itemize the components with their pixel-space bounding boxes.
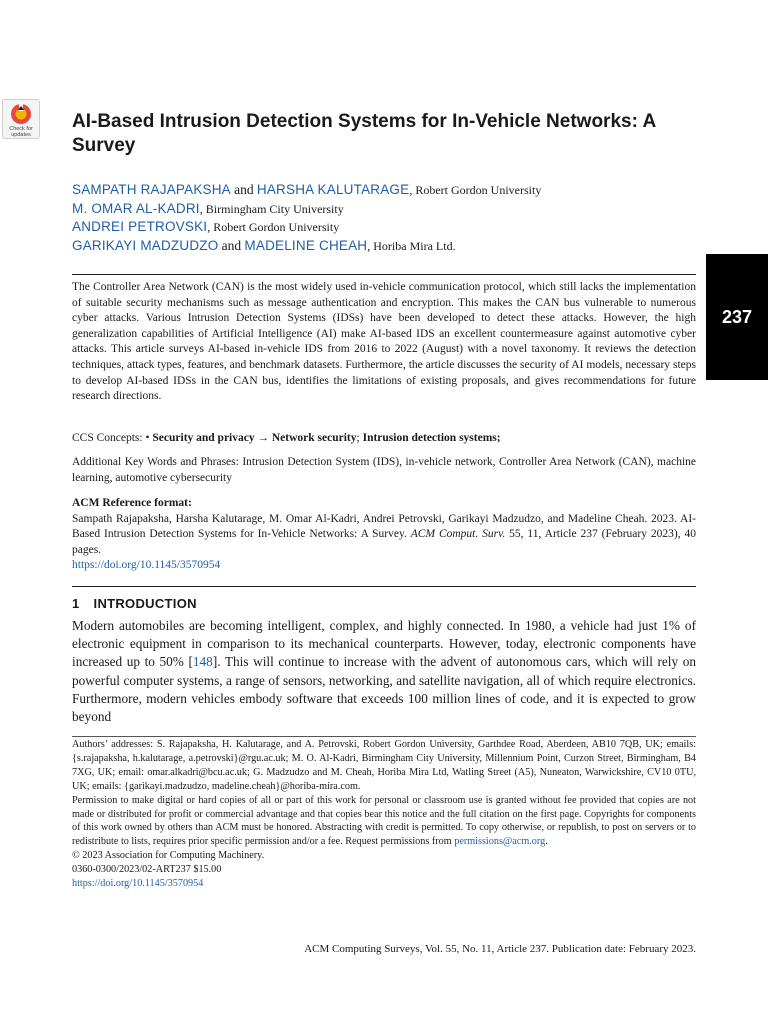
ccs-arrow: → — [254, 432, 272, 444]
doi-link[interactable]: https://doi.org/10.1145/3570954 — [72, 559, 221, 572]
author-affiliation: , Robert Gordon University — [409, 183, 542, 197]
author-affiliation: , Robert Gordon University — [207, 220, 340, 234]
check-for-updates-icon — [10, 103, 32, 125]
section-heading — [72, 596, 197, 611]
footnote-doi-link[interactable]: https://doi.org/10.1145/3570954 — [72, 878, 204, 890]
keywords: Additional Key Words and Phrases: Intrusion Detection System (IDS), in-vehicle network, Controller Area Network (CAN), machine learning, automotive cybersecurity — [72, 456, 696, 484]
author-line-3 — [72, 218, 692, 237]
article-number: 237 — [721, 306, 753, 327]
article-number-tab — [706, 254, 768, 380]
section-number: 1 — [72, 596, 80, 611]
author-name[interactable]: ANDREI PETROVSKI — [72, 219, 208, 234]
permission-text: Permission to make digital or hard copies of all or part of this work for personal or classroom use is granted without fee provided that copies are not made or distributed for profit or commercial advantage and that copies bear this notice and the full citation on the first page. Copyrights for components of this work owned by others than ACM must be honored. Abstracting with credit is permitted. To copy otherwise, or republish, to post on servers or to redistribute to lists, requires prior specific permission and/or a fee. Request permissions from — [72, 794, 696, 848]
author-line-4 — [72, 237, 692, 256]
ccs-prefix: CCS Concepts: • — [72, 432, 153, 444]
ccs-concept: Security and privacy — [152, 432, 255, 444]
footnotes — [72, 738, 696, 891]
author-name[interactable]: HARSHA KALUTARAGE — [256, 182, 410, 197]
badge-text-line1: Check for — [9, 126, 33, 132]
intro-text: Modern automobiles are becoming intelligent, complex, and highly connected. In 1980, a vehicle had just 1% of electronic equipment in comparison to its mechanical counterparts. However, today, electronic components have increased up to 50% [ — [72, 618, 696, 670]
section-divider — [72, 586, 696, 587]
page-footer: ACM Computing Surveys, Vol. 55, No. 11, Article 237. Publication date: February 2023. — [304, 943, 696, 955]
ccs-separator: ; — [356, 432, 363, 444]
acm-reference-heading: ACM Reference format: — [72, 497, 192, 509]
permissions-email-link[interactable]: permissions@acm.org — [454, 836, 546, 848]
check-for-updates-badge[interactable] — [2, 99, 40, 139]
footnote-divider — [72, 736, 696, 737]
citation-link[interactable]: 148 — [192, 654, 213, 670]
author-and: and — [234, 182, 254, 197]
ccs-concepts — [72, 431, 696, 447]
paper-title: AI-Based Intrusion Detection Systems for In-Vehicle Networks: A Survey — [72, 111, 656, 156]
acm-reference — [72, 496, 696, 574]
author-name[interactable]: M. OMAR AL-KADRI — [72, 200, 200, 216]
abstract: The Controller Area Network (CAN) is the most widely used in-vehicle communication protocol, which still lacks the implementation of suitable security mechanisms such as message authentication and encryption. This makes the CAN bus vulnerable to numerous cyber attacks. Various Intrusion Detection Systems (IDSs) have been developed to detect these attacks. However, the high generalization capabilities of Artificial Intelligence (AI) make AI-based IDS an excellent countermeasure against automotive cyber attacks. This article surveys AI-based in-vehicle IDS from 2016 to 2022 (August) with a novel taxonomy. It reviews the detection techniques, attack types, features, and benchmark datasets. Furthermore, the article discusses the security of AI models, necessary steps to develop AI-based IDSs in the CAN bus, identifies the limitations of existing proposals, and gives recommendations for future research directions. — [72, 281, 696, 403]
abstract-divider — [72, 274, 696, 275]
intro-text: ]. This will continue to increase with the advent of autonomous cars, which will rely on powerful computer systems, a range of sensors, networking, and satellite navigation, all of which require electronics. Furthermore, modern vehicles embody software that exceeds 100 million lines of code, and it is expected to grow beyond — [72, 654, 696, 725]
copyright-line: © 2023 Association for Computing Machinery. — [72, 850, 265, 862]
ccs-concept: Network security — [271, 432, 357, 444]
author-name[interactable]: SAMPATH RAJAPAKSHA — [72, 182, 231, 197]
intro-paragraph — [72, 617, 696, 726]
author-line-2 — [72, 200, 692, 219]
acm-reference-details: 55, 11, Article 237 (February 2023), 40 pages. — [72, 528, 696, 556]
acm-reference-journal: ACM Comput. Surv. — [410, 528, 506, 541]
permission-end: . — [545, 836, 548, 848]
author-list — [72, 181, 692, 255]
badge-text-line2: updates — [11, 132, 31, 138]
ccs-concept: Intrusion detection systems; — [362, 432, 501, 444]
author-affiliation: , Horiba Mira Ltd. — [367, 238, 456, 253]
author-name[interactable]: GARIKAYI MADZUDZO — [72, 237, 219, 253]
author-affiliation: , Birmingham City University — [199, 201, 344, 216]
permission-notice — [72, 794, 696, 850]
author-name[interactable]: MADELINE CHEAH — [244, 237, 368, 253]
acm-reference-text: Sampath Rajapaksha, Harsha Kalutarage, M. Omar Al-Kadri, Andrei Petrovski, Garikayi Madzudzo, and Madeline Cheah. 2023. AI-Based Intrusion Detection Systems for In-Vehicle Networks: A Survey. — [72, 512, 696, 541]
issn-line: 0360-0300/2023/02-ART237 $15.00 — [72, 864, 222, 876]
author-line-1 — [72, 181, 692, 200]
section-title: INTRODUCTION — [93, 596, 197, 611]
author-addresses: Authors’ addresses: S. Rajapaksha, H. Kalutarage, and A. Petrovski, Robert Gordon University, Garthdee Road, Aberdeen, AB10 7QB, UK; emails: {s.rajapaksha, h.kalutarage, a.petrovski}@rgu.ac.uk; M. O. Al-Kadri, Birmingham City University, Millennium Point, Curzon Street, Birmingham, B4 7XG, UK; email: omar.alkadri@bcu.ac.uk; G. Madzudzo and M. Cheah, Horiba Mira Ltd, Watling Street (A5), Nuneaton, Warwickshire, CV10 0TU, UK; emails: {garikayi.madzudzo, madeline.cheah}@horiba-mira.com. — [72, 739, 696, 792]
author-and: and — [221, 237, 242, 253]
